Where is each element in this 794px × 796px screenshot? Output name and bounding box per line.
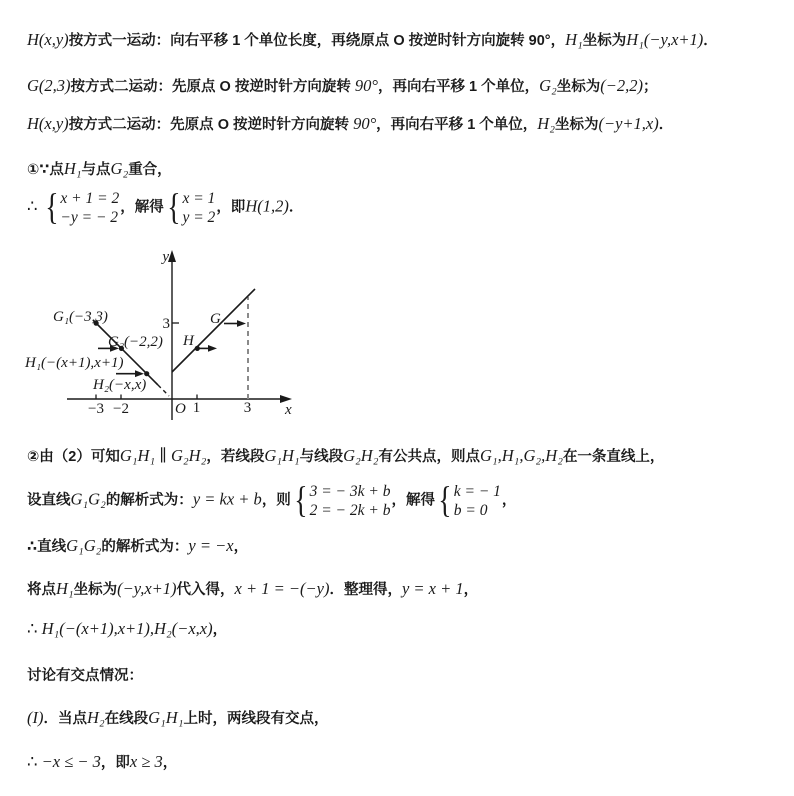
x-tick-label-1: 1: [192, 400, 201, 416]
x-tick-label-neg2: −2: [113, 401, 129, 417]
math-segment: x + 1 = −(−y): [234, 579, 330, 598]
math-segment: (−y,x+1): [117, 579, 177, 598]
text-segment: 按方式一运动：向右平移 1 个单位长度，再绕原点 O 按逆时针方向旋转 90°，: [68, 33, 566, 49]
math-segment: G₁G₂: [70, 489, 106, 509]
text-segment: 在一条直线上，: [562, 449, 665, 465]
text-segment: 讨论有交点情况：: [27, 668, 143, 684]
math-segment: G₁H₁: [264, 446, 300, 465]
coordinate-figure: [20, 246, 305, 422]
text-segment: 与点: [81, 162, 111, 178]
math-segment: H(x,y): [27, 114, 69, 133]
line-h-method2: [27, 113, 673, 134]
line-discuss-intersections: [27, 664, 143, 685]
equation-row: x = 1: [182, 190, 216, 207]
line-solve-system-2: [27, 482, 516, 520]
equation-row: x + 1 = 2: [60, 190, 120, 207]
x-tick-label-neg3: −3: [88, 401, 104, 417]
math-segment: H₁: [63, 159, 82, 178]
math-segment: ∴ H₁(−(x+1),x+1),H₂(−x,x): [27, 619, 213, 638]
x-tick-label-3: 3: [243, 400, 252, 416]
text-segment: ．整理得，: [329, 582, 402, 598]
line-h1-h2-coords: [27, 618, 227, 639]
math-segment: 90°: [354, 76, 379, 95]
math-segment: H(x,y): [27, 30, 69, 49]
line-coincide: [27, 158, 172, 179]
label-g1: G₁(−3,3): [53, 309, 108, 325]
text-segment: ，则: [261, 492, 291, 509]
equation-row: 2 = − 2k + b: [309, 502, 391, 519]
line-y-equals-x-plus-1: [172, 289, 255, 372]
brace-glyph: {: [166, 187, 181, 228]
text-segment: ②由（2）可知: [27, 449, 120, 465]
math-segment: ∴ −x ≤ − 3: [27, 752, 101, 771]
math-segment: G₂: [110, 159, 129, 178]
text-segment: 的解析式为：: [105, 492, 193, 509]
line-collinear: [27, 445, 664, 466]
equation-system: [436, 482, 501, 520]
line-inequality: [27, 751, 177, 772]
equation-row: y = 2: [182, 209, 216, 226]
text-segment: ．: [288, 199, 304, 216]
y-axis-label: y: [162, 249, 169, 265]
math-segment: G₂H₂: [343, 446, 379, 465]
math-segment: ∴: [27, 196, 42, 216]
line-equation-g1g2: [27, 535, 248, 556]
text-segment: 坐标为: [556, 79, 601, 95]
line-solve-system-1: [27, 189, 303, 227]
x-axis-label: x: [285, 402, 292, 418]
math-segment: (I): [27, 708, 44, 727]
line-substitute-h1: [27, 578, 478, 599]
text-segment: 重合，: [128, 162, 172, 178]
arrowhead-icon: [237, 320, 246, 327]
system-rows: [454, 482, 501, 520]
label-h2: H₂(−x,x): [93, 377, 147, 393]
text-segment: ，若线段: [206, 449, 265, 465]
math-segment: y = −x: [188, 536, 234, 555]
math-segment: G₁,H₁,G₂,H₂: [479, 446, 563, 465]
text-segment: ；: [643, 79, 658, 95]
arrowhead-icon: [208, 345, 217, 352]
text-segment: ，再向右平移 1 个单位，: [378, 79, 540, 95]
text-segment: ．: [658, 117, 674, 133]
text-segment: ，: [212, 622, 228, 638]
text-segment: 有公共点，则点: [378, 449, 480, 465]
equation-row: k = − 1: [453, 483, 501, 500]
point-h2: [144, 371, 149, 376]
label-h1: H₁(−(x+1),x+1): [25, 355, 124, 371]
math-segment: H₂: [537, 114, 555, 133]
text-segment: 坐标为: [73, 582, 118, 598]
text-segment: ，解得: [391, 492, 435, 509]
brace-glyph: {: [438, 480, 452, 521]
text-segment: 按方式二运动：先原点 O 按逆时针方向旋转: [70, 79, 355, 95]
text-segment: 在线段: [104, 711, 149, 727]
text-segment: 上时，两线段有交点，: [183, 711, 329, 727]
system-rows: [310, 482, 391, 520]
text-segment: ∴直线: [27, 539, 67, 555]
line-y-equals-neg-x-dashed: [158, 385, 169, 396]
text-segment: ，: [463, 582, 479, 598]
equation-system: [292, 482, 391, 520]
math-segment: H₁: [565, 30, 583, 49]
text-segment: ，: [233, 539, 249, 555]
equation-row: 3 = − 3k + b: [309, 483, 391, 500]
system-rows: [182, 189, 215, 227]
equation-system: [165, 189, 216, 227]
system-rows: [60, 189, 119, 227]
math-segment: H₁(−y,x+1): [626, 30, 704, 49]
y-tick-label-3: 3: [162, 316, 170, 332]
math-segment: G₂: [539, 76, 557, 95]
text-segment: 代入得，: [176, 582, 235, 598]
brace-glyph: {: [44, 187, 59, 228]
text-segment: ，再向右平移 1 个单位，: [376, 117, 538, 133]
text-segment: ，即: [216, 199, 246, 216]
arrow-from-g: [224, 320, 246, 327]
equation-row: b = 0: [453, 502, 488, 519]
text-segment: ①∵点: [27, 162, 64, 178]
text-segment: ，解得: [120, 199, 164, 216]
text-segment: 设直线: [27, 492, 71, 509]
text-segment: ，: [501, 492, 517, 509]
text-segment: 坐标为: [582, 33, 627, 49]
math-segment: H(1,2): [245, 196, 289, 216]
equation-system: [43, 189, 120, 227]
line-method1: [27, 29, 718, 50]
math-segment: G₁H₁ ∥ G₂H₂: [119, 446, 207, 465]
text-segment: 的解析式为：: [101, 539, 189, 555]
line-case-1: [27, 707, 328, 728]
y-axis-arrowhead-icon: [168, 250, 176, 262]
text-segment: ，即: [100, 755, 130, 771]
math-segment: 90°: [353, 114, 377, 133]
math-segment: H₂: [86, 708, 105, 727]
origin-label: O: [175, 401, 186, 417]
math-segment: H₁: [56, 579, 74, 598]
math-segment: (−2,2): [600, 76, 644, 95]
math-segment: y = kx + b: [192, 489, 262, 509]
label-g2: G₂(−2,2): [108, 334, 163, 350]
label-h: H: [183, 333, 194, 349]
label-g: G: [210, 311, 221, 327]
math-segment: G(2,3): [27, 76, 71, 95]
math-segment: G₁H₁: [148, 708, 184, 727]
text-segment: ．: [703, 33, 718, 49]
equation-row: −y = − 2: [60, 209, 119, 226]
text-segment: ，: [162, 755, 178, 771]
math-segment: x ≥ 3: [129, 752, 163, 771]
arrow-from-h: [199, 345, 217, 352]
text-segment: 将点: [27, 582, 56, 598]
line-g-method2: [27, 75, 658, 96]
brace-glyph: {: [294, 480, 308, 521]
text-segment: ．当点: [43, 711, 87, 727]
text-segment: 坐标为: [554, 117, 599, 133]
math-segment: y = x + 1: [401, 579, 464, 598]
math-segment: G₁G₂: [66, 536, 102, 555]
text-segment: 与线段: [299, 449, 344, 465]
text-segment: 按方式二运动：先原点 O 按逆时针方向旋转: [68, 117, 354, 133]
math-segment: (−y+1,x): [598, 114, 659, 133]
